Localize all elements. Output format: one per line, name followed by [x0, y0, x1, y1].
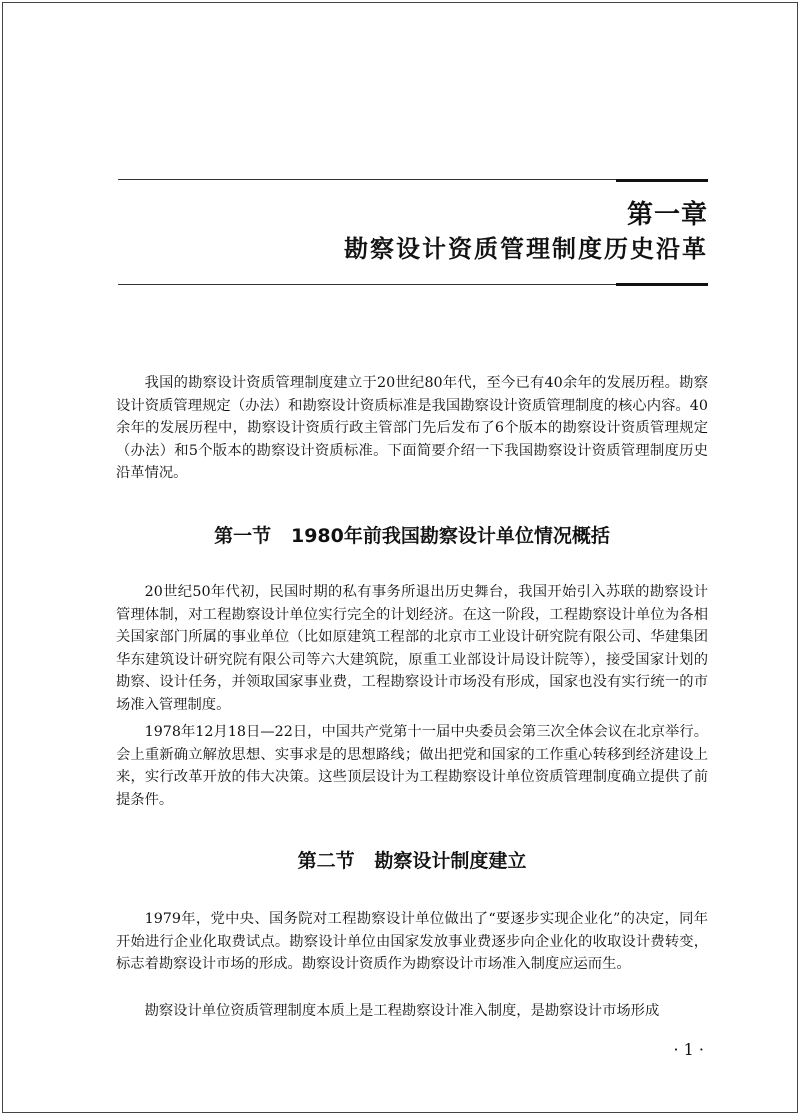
section1-paragraph-2: 1978年12月18日—22日，中国共产党第十一届中央委员会第三次全体会议在北京举行。会上重新确立解放思想、实事求是的思想路线；做出把党和国家的工作重心转移到经济建设上来，实行改革开放的伟大决策。这些顶层设计为工程勘察设计单位资质管理制度确立提供了前提条件。	[116, 724, 708, 808]
section2-paragraph-2: 勘察设计单位资质管理制度本质上是工程勘察设计准入制度，是勘察设计市场形成	[144, 1003, 660, 1019]
chapter-number: 第一章	[626, 200, 708, 230]
section1-paragraph-1: 20世纪50年代初，民国时期的私有事务所退出历史舞台，我国开始引入苏联的勘察设计管理体制，对工程勘察设计单位实行完全的计划经济。在这一阶段，工程勘察设计单位为各相关国家部门所属的事业单位（比如原建筑工程部的北京市工业设计研究院有限公司、华建集团华东建筑设计研究院有限公司等六大建筑院，原重工业部设计局设计院等），接受国家计划的勘察、设计任务，并领取国家事业费，工程勘察设计市场没有形成，国家也没有实行统一的市场准入管理制度。	[116, 584, 708, 713]
section-heading-1: 第一节 1980年前我国勘察设计单位情况概括	[214, 525, 610, 547]
top-thick-rule	[616, 179, 708, 182]
intro-paragraph: 我国的勘察设计资质管理制度建立于20世纪80年代，至今已有40余年的发展历程。勘察设计资质管理规定（办法）和勘察设计资质标准是我国勘察设计资质管理制度的核心内容。40余年的发展历程中，勘察设计资质行政主管部门先后发布了6个版本的勘察设计资质管理规定（办法）和5个版本的勘察设计资质标准。下面简要介绍一下我国勘察设计资质管理制度历史沿革情况。	[116, 375, 708, 481]
section2-paragraph-1: 1979年，党中央、国务院对工程勘察设计单位做出了“要逐步实现企业化”的决定，同年开始进行企业化取费试点。勘察设计单位由国家发放事业费逐步向企业化的收取设计费转变，标志着勘察设计市场的形成。勘察设计资质作为勘察设计市场准入制度应运而生。	[116, 911, 708, 972]
chapter-title: 勘察设计资质管理制度历史沿革	[344, 235, 708, 263]
section-heading-2: 第二节 勘察设计制度建立	[297, 850, 527, 872]
page-number: · 1 ·	[673, 1040, 704, 1059]
bottom-thick-rule	[616, 283, 708, 286]
chapter-header	[118, 179, 708, 287]
